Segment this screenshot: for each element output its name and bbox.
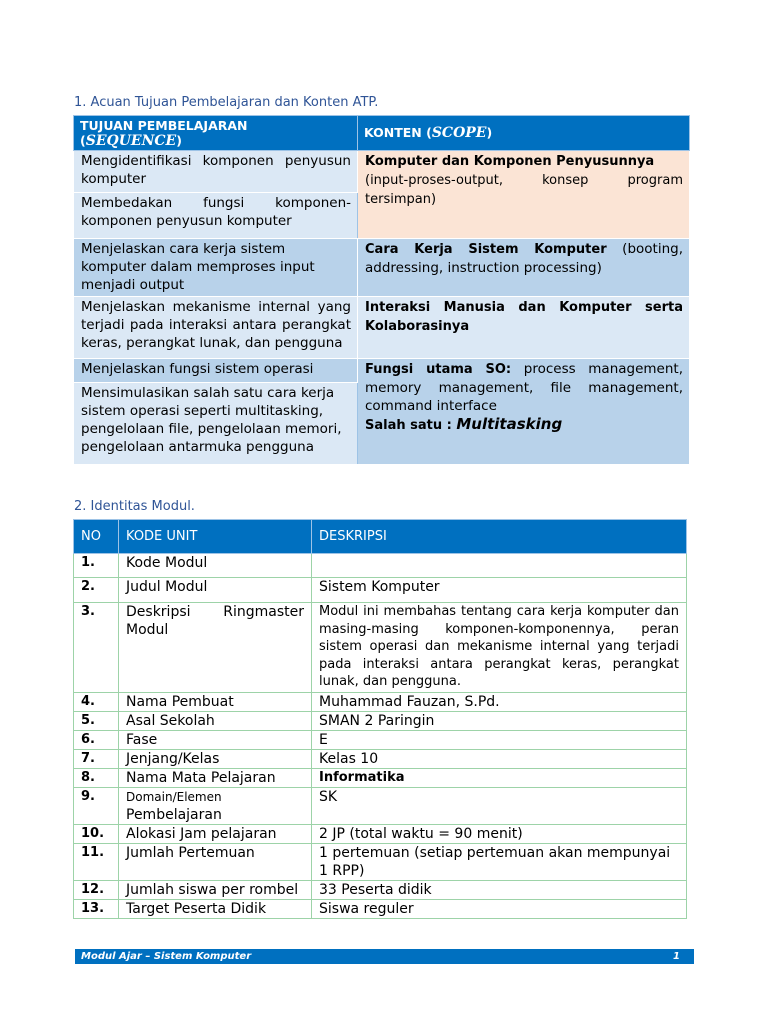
row-desk: SK <box>312 788 687 825</box>
row-kode: Deskripsi Ringmaster Modul <box>119 603 312 693</box>
header-text: ) <box>176 132 182 148</box>
row-desk: 1 pertemuan (setiap pertemuan akan mempunyai 1 RPP) <box>312 844 687 881</box>
konten-label: Salah satu : <box>365 418 457 433</box>
table-row <box>74 788 687 825</box>
page-footer <box>75 949 694 964</box>
konten-title: Komputer dan Komponen Penyusunnya <box>365 154 655 169</box>
konten-cell <box>358 239 690 297</box>
row-kode: Alokasi Jam pelajaran <box>119 825 312 844</box>
konten-cell <box>358 151 690 239</box>
row-no: 7. <box>74 750 119 769</box>
footer-title: Modul Ajar – Sistem Komputer <box>81 951 252 962</box>
table-row <box>74 825 687 844</box>
tujuan-cell: Menjelaskan fungsi sistem operasi <box>74 359 358 383</box>
row-no: 13. <box>74 900 119 919</box>
header-kode-unit: KODE UNIT <box>119 520 312 554</box>
row-kode: Asal Sekolah <box>119 712 312 731</box>
row-kode: Nama Mata Pelajaran <box>119 769 312 788</box>
row-desk: Muhammad Fauzan, S.Pd. <box>312 693 687 712</box>
tujuan-cell: Menjelaskan cara kerja sistem komputer dalam memproses input menjadi output <box>74 239 358 297</box>
row-desk <box>312 554 687 578</box>
konten-title: Fungsi utama SO: <box>365 362 512 377</box>
row-no: 12. <box>74 881 119 900</box>
row-no: 3. <box>74 603 119 693</box>
table-row <box>74 900 687 919</box>
row-desk: Informatika <box>312 769 687 788</box>
tujuan-cell: Mengidentifikasi komponen penyusun komputer <box>74 151 358 193</box>
konten-title: Cara Kerja Sistem Komputer <box>365 242 607 257</box>
kode-line-b: Pembelajaran <box>126 807 222 823</box>
row-desk: 2 JP (total waktu = 90 menit) <box>312 825 687 844</box>
tujuan-cell: Mensimulasikan salah satu cara kerja sistem operasi seperti multitasking, pengelolaan file, pengelolaan memori, pengelolaan antarmuka pengguna <box>74 383 358 465</box>
tujuan-cell: Menjelaskan mekanisme internal yang terjadi pada interaksi antara perangkat keras, perangkat lunak, dan pengguna <box>74 297 358 359</box>
konten-text: (input-proses-output, konsep program tersimpan) <box>365 173 683 207</box>
row-kode: Kode Modul <box>119 554 312 578</box>
row-no: 8. <box>74 769 119 788</box>
header-no: NO <box>74 520 119 554</box>
identitas-header-row <box>74 520 687 554</box>
row-kode: Jumlah siswa per rombel <box>119 881 312 900</box>
konten-cell <box>358 359 690 465</box>
row-desk: Siswa reguler <box>312 900 687 919</box>
row-kode: Jumlah Pertemuan <box>119 844 312 881</box>
row-kode: Nama Pembuat <box>119 693 312 712</box>
atp-table <box>73 115 690 465</box>
header-text: ) <box>486 125 493 140</box>
row-no: 2. <box>74 578 119 603</box>
table-row <box>74 844 687 881</box>
row-desk: SMAN 2 Paringin <box>312 712 687 731</box>
table-row <box>74 693 687 712</box>
identitas-table <box>73 519 687 919</box>
row-kode: Target Peserta Didik <box>119 900 312 919</box>
table-row <box>74 750 687 769</box>
kode-line-a: Domain/Elemen <box>126 790 222 804</box>
row-no: 10. <box>74 825 119 844</box>
table-row <box>74 578 687 603</box>
konten-text: (booting, addressing, instruction processing) <box>365 241 683 276</box>
row-no: 6. <box>74 731 119 750</box>
table-row <box>74 731 687 750</box>
table-row <box>74 603 687 693</box>
header-deskripsi: DESKRIPSI <box>312 520 687 554</box>
section1-heading: 1. Acuan Tujuan Pembelajaran dan Konten ATP. <box>74 95 379 110</box>
table-row <box>74 554 687 578</box>
row-no: 5. <box>74 712 119 731</box>
row-kode: Fase <box>119 731 312 750</box>
konten-cell <box>358 297 690 359</box>
row-no: 1. <box>74 554 119 578</box>
header-text: KONTEN ( <box>364 125 432 140</box>
header-em: SCOPE <box>431 125 487 141</box>
row-no: 9. <box>74 788 119 825</box>
row-desk: Sistem Komputer <box>312 578 687 603</box>
table-row <box>74 769 687 788</box>
row-kode: Jenjang/Kelas <box>119 750 312 769</box>
table-row <box>74 712 687 731</box>
row-desk: Kelas 10 <box>312 750 687 769</box>
konten-text: process management, memory management, file management, command interface <box>365 361 683 414</box>
row-kode <box>119 788 312 825</box>
page-number: 1 <box>673 951 680 962</box>
atp-header-tujuan <box>74 116 358 151</box>
row-desk: Modul ini membahas tentang cara kerja komputer dan masing-masing komponen-komponennya, peran sistem operasi dan mekanisme internal yang terjadi pada interaksi antara perangkat keras, perangkat lunak, dan pengguna. <box>312 603 687 693</box>
tujuan-cell: Membedakan fungsi komponen-komponen penyusun komputer <box>74 193 358 239</box>
row-desk: E <box>312 731 687 750</box>
row-no: 11. <box>74 844 119 881</box>
section2-heading: 2. Identitas Modul. <box>74 499 195 514</box>
atp-header-konten <box>358 116 690 151</box>
row-kode: Judul Modul <box>119 578 312 603</box>
table-row <box>74 881 687 900</box>
header-text: TUJUAN PEMBELAJARAN ( <box>80 117 248 148</box>
row-no: 4. <box>74 693 119 712</box>
atp-header-row <box>74 116 690 151</box>
row-desk: 33 Peserta didik <box>312 881 687 900</box>
konten-title: Interaksi Manusia dan Komputer serta Kolaborasinya <box>365 300 683 334</box>
konten-emphasis: Multitasking <box>456 415 563 433</box>
header-em: SEQUENCE <box>85 132 177 149</box>
